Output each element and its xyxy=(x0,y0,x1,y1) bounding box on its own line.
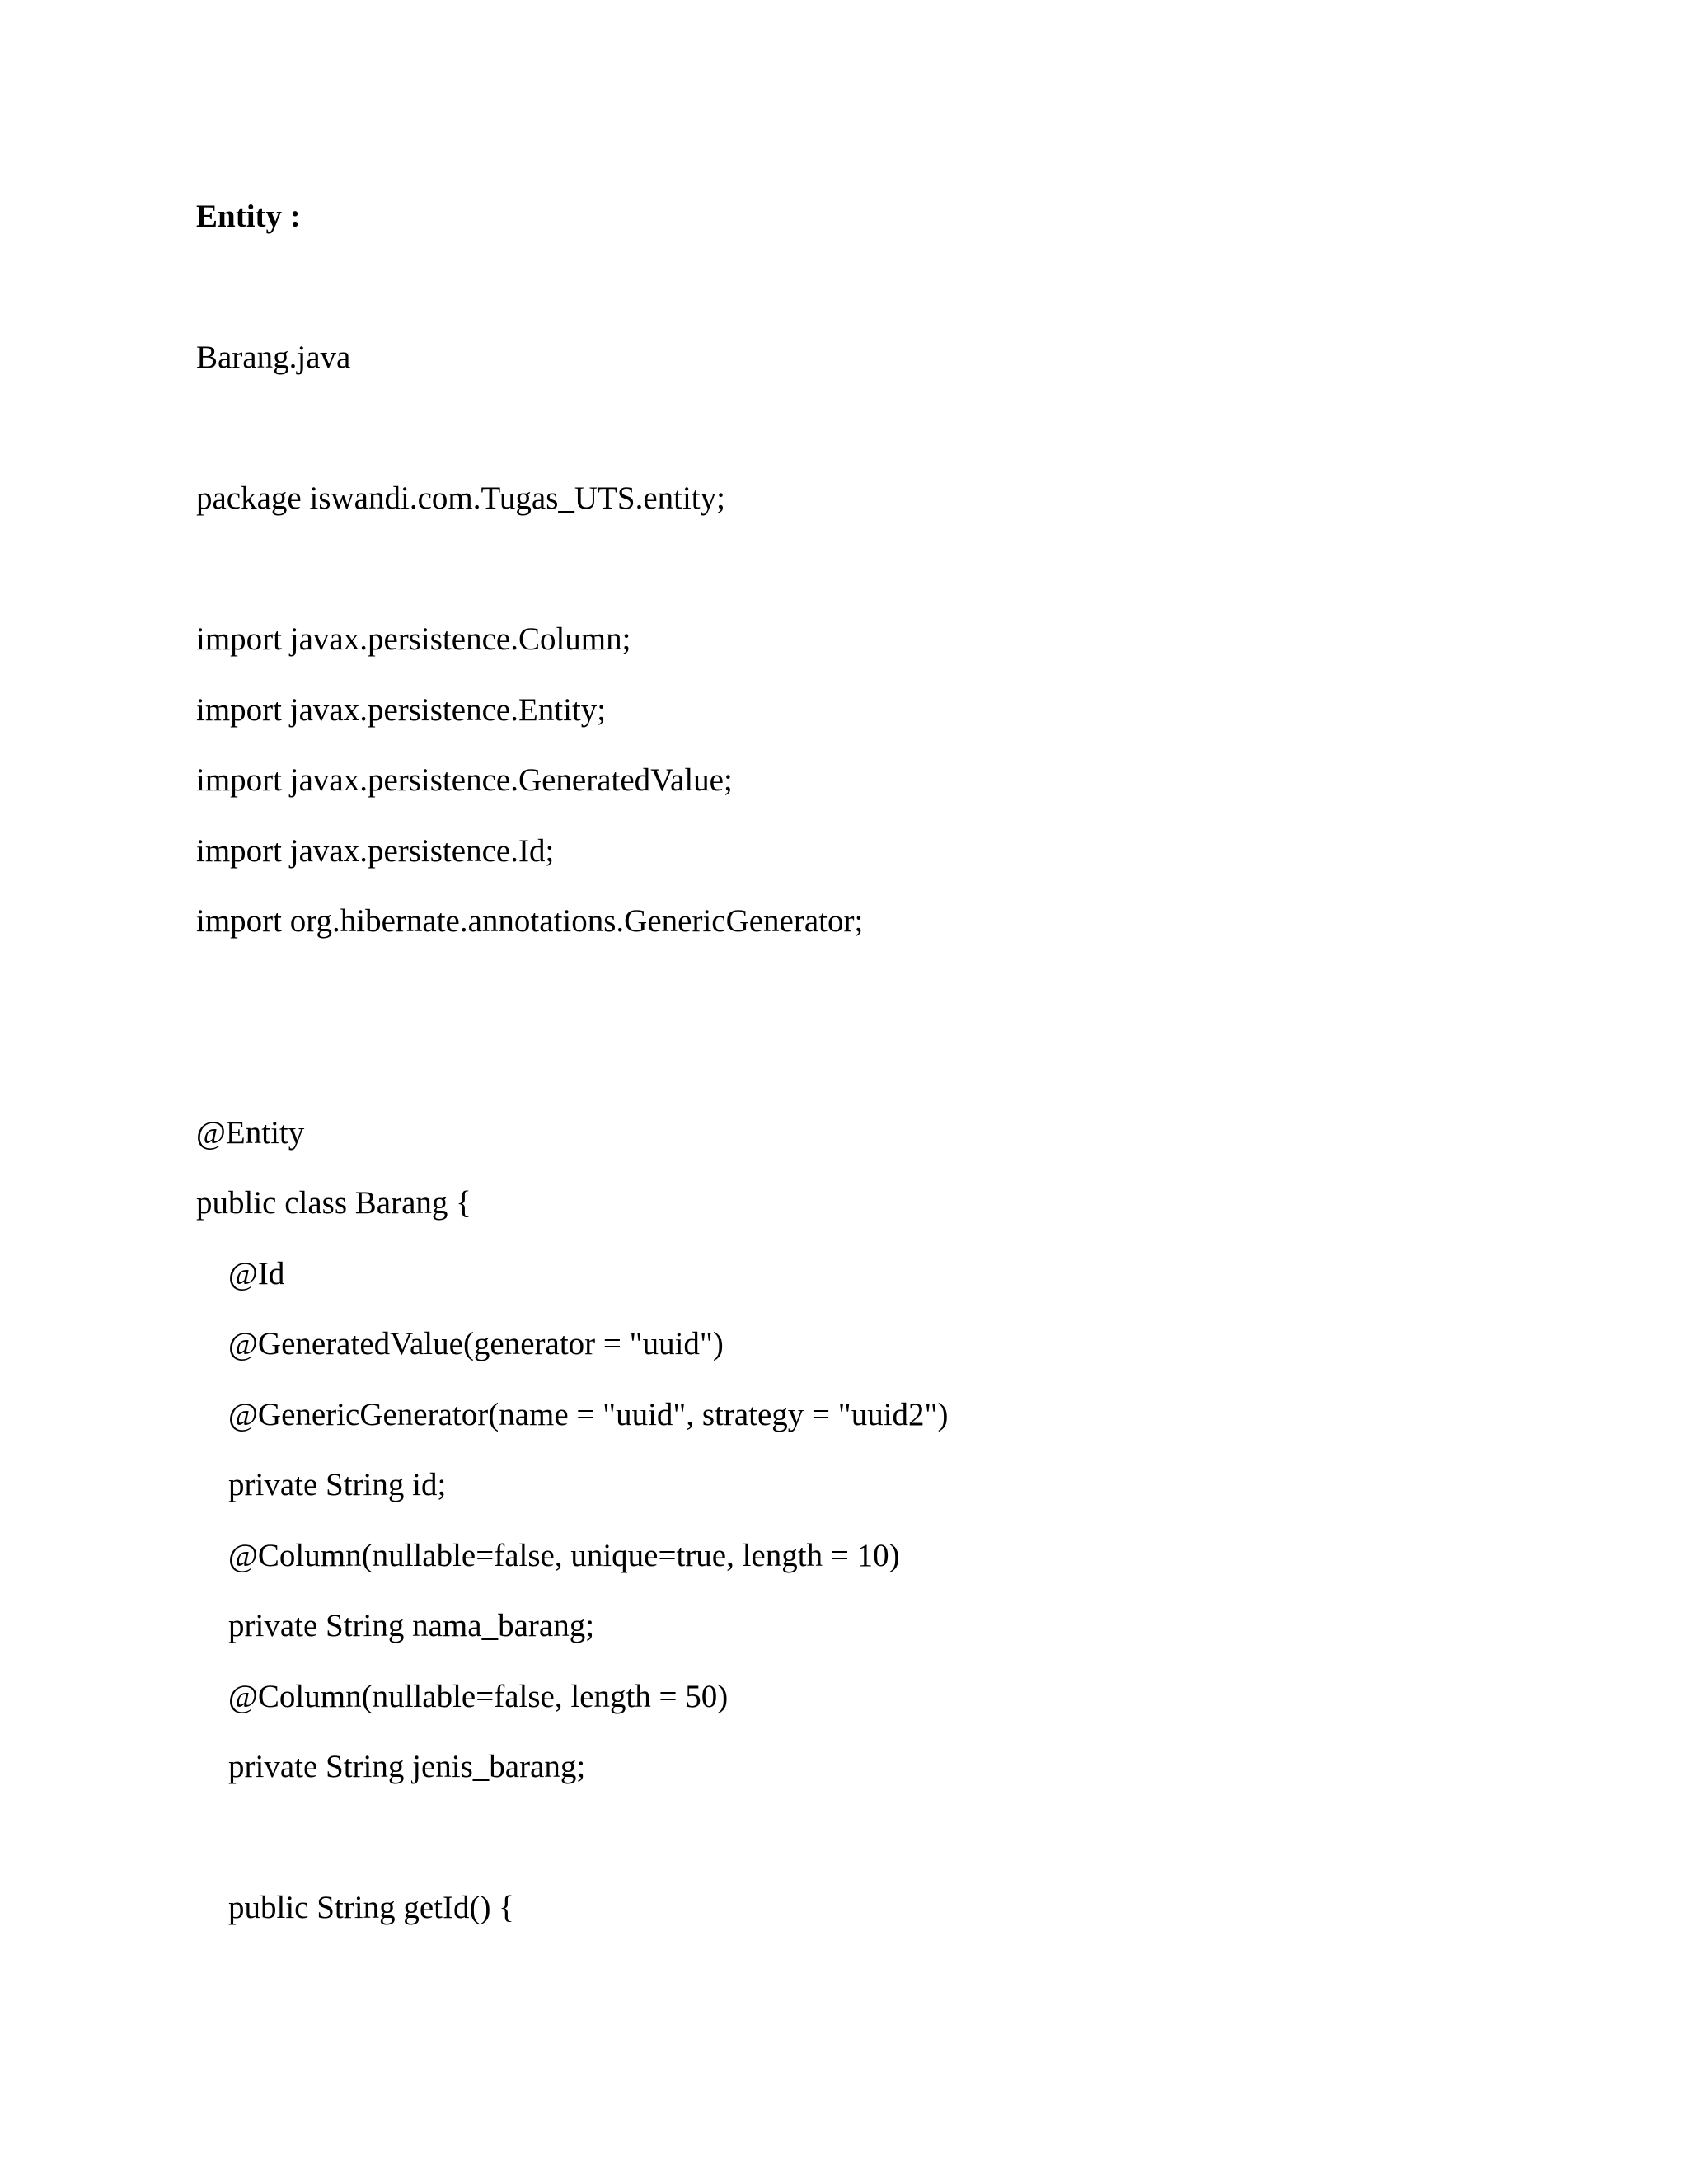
code-line-column-annotation-nama: @Column(nullable=false, unique=true, length = 10) xyxy=(228,1538,900,1573)
code-line-import-generatedvalue: import javax.persistence.GeneratedValue; xyxy=(196,762,733,798)
code-line-id-field: private String id; xyxy=(228,1467,447,1502)
code-line-import-genericgenerator: import org.hibernate.annotations.GenericGenerator; xyxy=(196,903,864,939)
code-line-generatedvalue-annotation: @GeneratedValue(generator = "uuid") xyxy=(228,1326,724,1361)
code-line-jenis-barang-field: private String jenis_barang; xyxy=(228,1749,586,1784)
code-line-genericgenerator-annotation: @GenericGenerator(name = "uuid", strategy = "uuid2") xyxy=(228,1397,949,1432)
code-line-class-declaration: public class Barang { xyxy=(196,1185,471,1221)
code-line-getid-method: public String getId() { xyxy=(228,1890,514,1925)
code-line-import-id: import javax.persistence.Id; xyxy=(196,833,555,869)
file-name: Barang.java xyxy=(196,340,351,375)
code-line-import-entity: import javax.persistence.Entity; xyxy=(196,692,607,728)
code-line-id-annotation: @Id xyxy=(228,1256,285,1291)
code-line-column-annotation-jenis: @Column(nullable=false, length = 50) xyxy=(228,1679,729,1714)
section-heading: Entity : xyxy=(196,199,301,234)
code-line-nama-barang-field: private String nama_barang; xyxy=(228,1608,595,1643)
code-line-entity-annotation: @Entity xyxy=(196,1115,305,1151)
code-line-import-column: import javax.persistence.Column; xyxy=(196,621,631,657)
code-line-package: package iswandi.com.Tugas_UTS.entity; xyxy=(196,480,725,516)
